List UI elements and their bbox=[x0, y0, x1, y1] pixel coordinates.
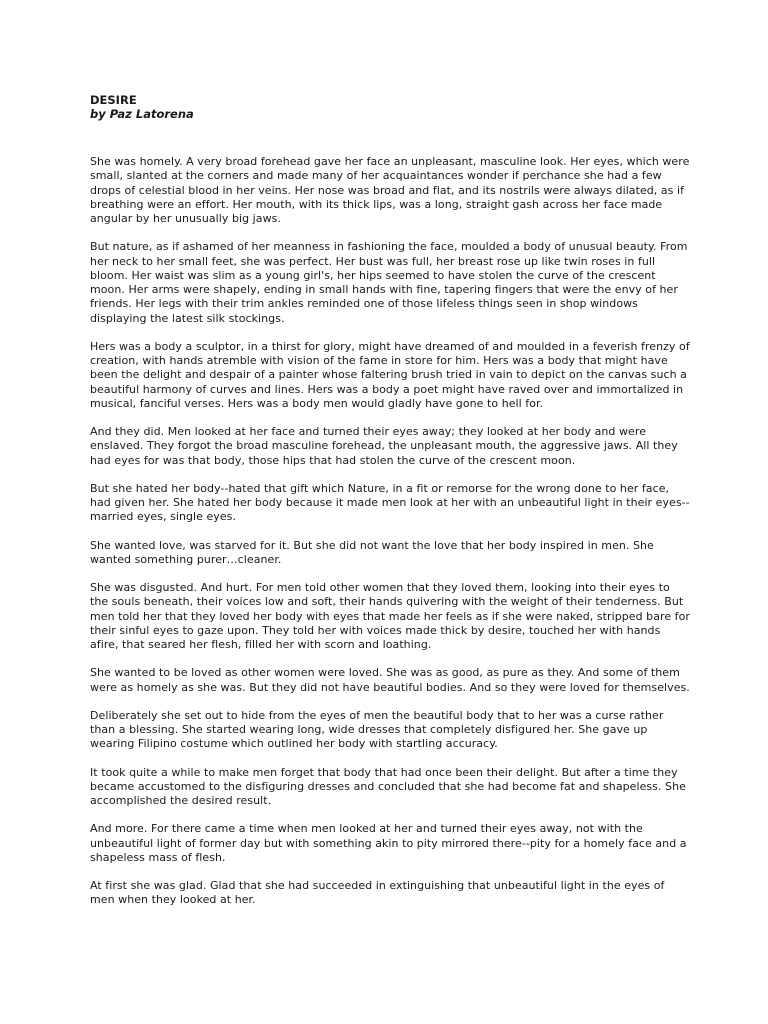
paragraph: And they did. Men looked at her face and turned their eyes away; they looked at her body and were enslaved. They forgot the broad masculine forehead, the unpleasant mouth, the aggressive jaws. All they had eyes for was that body, those hips that had stolen the curve of the crescent moon. bbox=[90, 425, 678, 467]
document-author: by Paz Latorena bbox=[90, 107, 194, 121]
paragraph: Hers was a body a sculptor, in a thirst for glory, might have dreamed of and moulded in a feverish frenzy of creation, with hands atremble with vision of the fame in store for him. Hers was a body that might have been the delight and despair of a painter whose faltering brush tried in vain to depict on the canvas such a beautiful harmony of curves and lines. Hers was a body a poet might have raved over and immortalized in musical, fanciful verses. Hers was a body men would gladly have gone to hell for. bbox=[90, 339, 690, 410]
paragraph: She wanted love, was starved for it. But she did not want the love that her body inspired in men. She wanted something purer…cleaner. bbox=[90, 538, 654, 566]
paragraph: And more. For there came a time when men looked at her and turned their eyes away, not with the unbeautiful light of former day but with something akin to pity mirrored there--pity for a homely face and a shapeless mass of flesh. bbox=[90, 822, 687, 864]
paragraph: She wanted to be loved as other women were loved. She was as good, as pure as they. And some of them were as homely as she was. But they did not have beautiful bodies. And so they were loved for themselves. bbox=[90, 666, 690, 694]
paragraph: Deliberately she set out to hide from the eyes of men the beautiful body that to her was a curse rather than a blessing. She started wearing long, wide dresses that completely disfigured her. She gave up wearing Filipino costume which outlined her body with startling accuracy. bbox=[90, 708, 664, 751]
paragraph: But nature, as if ashamed of her meanness in fashioning the face, moulded a body of unusual beauty. From her neck to her small feet, she was perfect. Her bust was full, her breast rose up like twin roses in full bloom. Her waist was slim as a young girl's, her hips seemed to have stolen the curve of the crescent moon. Her arms were shapely, ending in small hands with fine, tapering fingers that were the envy of her friends. Her legs with their trim ankles reminded one of those lifeless things seen in shop windows displaying the latest silk stockings. bbox=[90, 240, 688, 325]
paragraph: She was homely. A very broad forehead gave her face an unpleasant, masculine look. Her eyes, which were small, slanted at the corners and made many of her acquaintances wonder if perchance she had a few drops of celestial blood in her veins. Her nose was broad and flat, and its nostrils were always dilated, as if breathing were an effort. Her mouth, with its thick lips, was a long, straight gash across her face made angular by her unusually big jaws. bbox=[90, 155, 690, 225]
document-title: DESIRE bbox=[90, 93, 137, 107]
paragraph: But she hated her body--hated that gift which Nature, in a fit or remorse for the wrong done to her face, had given her. She hated her body because it made men look at her with an unbeautiful light in their eyes--married eyes, single eyes. bbox=[90, 481, 690, 524]
paragraph: She was disgusted. And hurt. For men told other women that they loved them, looking into their eyes to the souls beneath, their voices low and soft, their hands quivering with the weight of their tenderness. But men told her that they loved her body with eyes that made her feels as if she were naked, stripped bare for their sinful eyes to gaze upon. They told her with voices made thick by desire, touched her with hands afire, that seared her flesh, filled her with scorn and loathing. bbox=[90, 581, 690, 651]
paragraph: At first she was glad. Glad that she had succeeded in extinguishing that unbeautiful light in the eyes of men when they looked at her. bbox=[90, 879, 665, 907]
paragraph: It took quite a while to make men forget that body that had once been their delight. But after a time they became accustomed to the disfiguring dresses and concluded that she had become fat and shapeless. She accomplished the desired result. bbox=[90, 765, 686, 807]
document-page bbox=[90, 93, 690, 922]
